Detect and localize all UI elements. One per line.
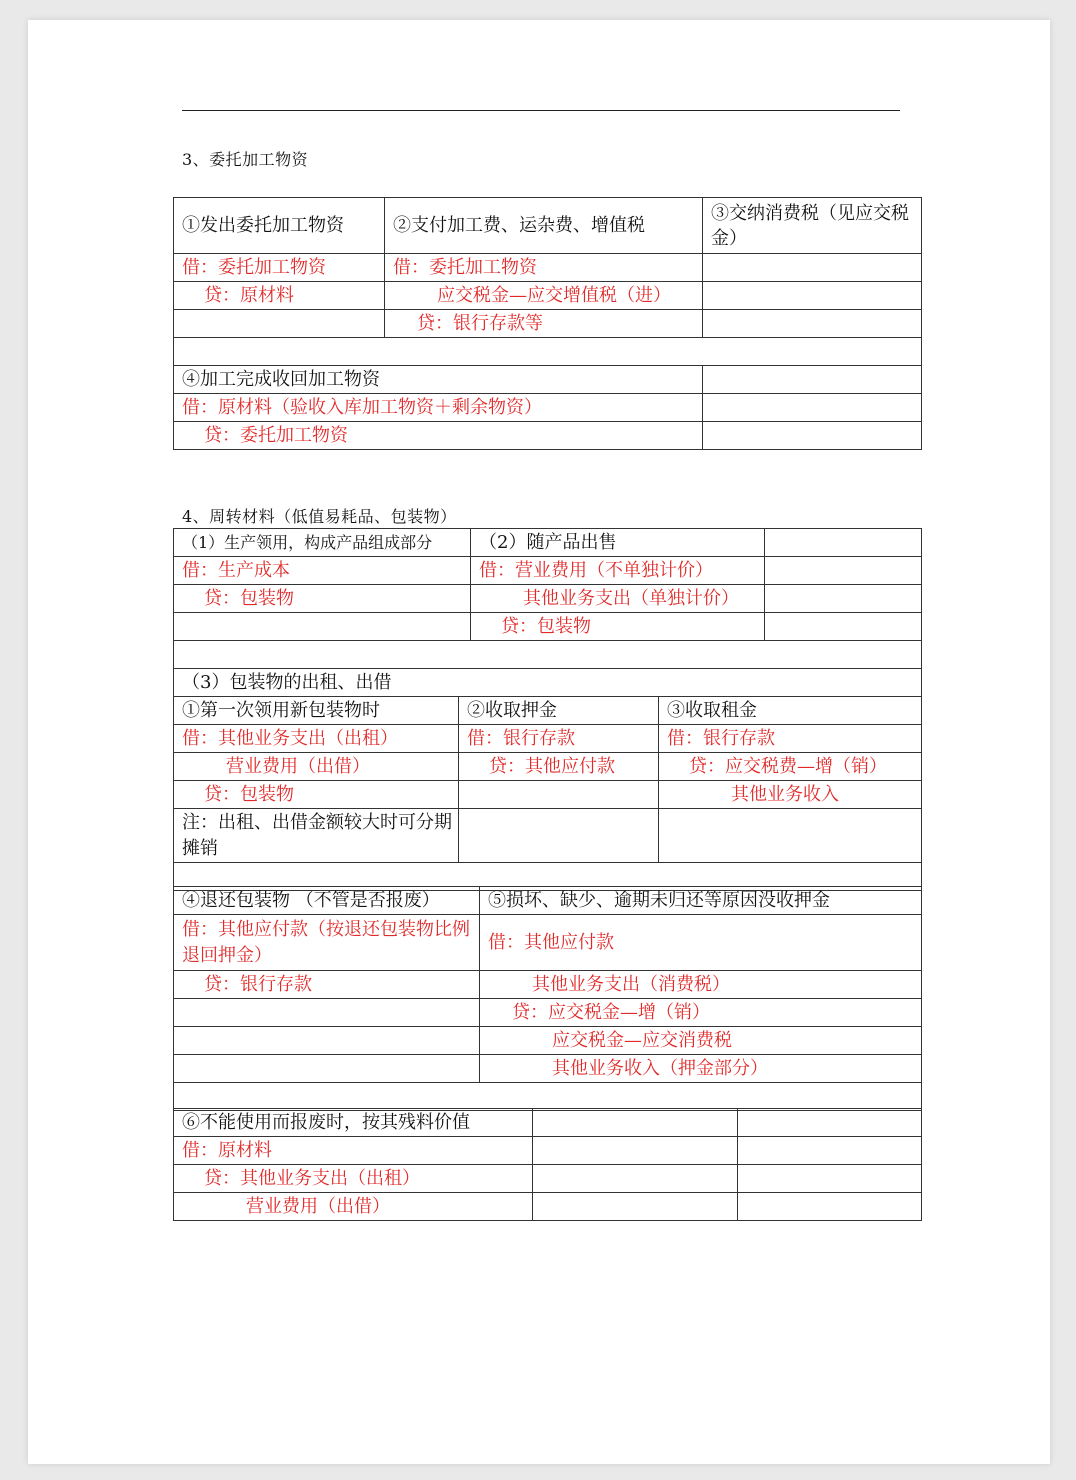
table-row (174, 1083, 922, 1111)
entry-debit: 借：原材料（验收入库加工物资＋剩余物资） (174, 394, 703, 422)
empty-cell (765, 557, 922, 585)
empty-cell (765, 529, 922, 557)
table-row (174, 198, 922, 254)
entry-debit: 借：营业费用（不单独计价） (471, 557, 765, 585)
empty-cell (174, 1083, 922, 1111)
table-row (174, 641, 922, 669)
entry-credit: 贷：应交税费—增（销） (659, 753, 922, 781)
col-header-forfeit: ⑤损坏、缺少、逾期未归还等原因没收押金 (480, 887, 922, 915)
table-turnover-materials-a (173, 528, 922, 697)
col-header-production: （1）生产领用，构成产品组成部分 (174, 529, 471, 557)
entry-debit: 应交税金—应交增值税（进） (385, 282, 703, 310)
entry-debit: 借：其他应付款 (480, 915, 922, 971)
note-amortization: 注：出租、出借金额较大时可分期摊销 (174, 809, 459, 863)
entry-debit: 借：生产成本 (174, 557, 471, 585)
entry-debit: 营业费用（出借） (174, 753, 459, 781)
empty-cell (533, 1109, 738, 1137)
table-row (174, 725, 922, 753)
entry-credit: 贷：应交税金—增（销） (480, 999, 922, 1027)
table-row (174, 366, 922, 394)
col-header-consumption-tax: ③交纳消费税（见应交税金） (703, 198, 922, 254)
table-row (174, 529, 922, 557)
table-row (174, 422, 922, 450)
table-row (174, 613, 922, 641)
empty-cell (174, 1027, 480, 1055)
empty-cell (533, 1165, 738, 1193)
table-row (174, 753, 922, 781)
empty-cell (738, 1193, 922, 1221)
empty-cell (459, 809, 659, 863)
empty-cell (703, 254, 922, 282)
entry-credit: 应交税金—应交消费税 (480, 1027, 922, 1055)
table-row (174, 282, 922, 310)
entry-credit: 贷：其他业务支出（出租） (174, 1165, 533, 1193)
header-rule (182, 110, 900, 111)
col-header-pay: ②支付加工费、运杂费、增值税 (385, 198, 703, 254)
col-header-first-use: ①第一次领用新包装物时 (174, 697, 459, 725)
table-row (174, 254, 922, 282)
empty-cell (703, 282, 922, 310)
entry-debit: 其他业务支出（消费税） (480, 971, 922, 999)
entry-debit: 借：委托加工物资 (385, 254, 703, 282)
table-row (174, 394, 922, 422)
table-row (174, 1055, 922, 1083)
col-header-sale: （2）随产品出售 (471, 529, 765, 557)
empty-cell (765, 613, 922, 641)
table-row (174, 585, 922, 613)
table-row (174, 557, 922, 585)
col-header-scrap: ⑥不能使用而报废时，按其残料价值 (174, 1109, 533, 1137)
empty-cell (174, 338, 922, 366)
table-row (174, 809, 922, 863)
table-row (174, 915, 922, 971)
entry-credit: 其他业务收入 (659, 781, 922, 809)
table-row (174, 338, 922, 366)
table-row (174, 1109, 922, 1137)
entry-debit: 其他业务支出（单独计价） (471, 585, 765, 613)
entry-credit: 贷：委托加工物资 (174, 422, 703, 450)
table-row (174, 310, 922, 338)
table-turnover-materials-d (173, 1108, 922, 1221)
entry-credit: 贷：包装物 (174, 781, 459, 809)
empty-cell (738, 1165, 922, 1193)
entry-credit: 贷：银行存款等 (385, 310, 703, 338)
entry-credit: 贷：原材料 (174, 282, 385, 310)
empty-cell (738, 1137, 922, 1165)
table-row (174, 1137, 922, 1165)
empty-cell (174, 999, 480, 1027)
table-row (174, 669, 922, 697)
col-header-issue: ①发出委托加工物资 (174, 198, 385, 254)
row-header-receive: ④加工完成收回加工物资 (174, 366, 703, 394)
empty-cell (738, 1109, 922, 1137)
table-row (174, 999, 922, 1027)
empty-cell (703, 310, 922, 338)
table-row (174, 1193, 922, 1221)
col-header-deposit: ②收取押金 (459, 697, 659, 725)
col-header-return: ④退还包装物 （不管是否报废） (174, 887, 480, 915)
table-row (174, 1165, 922, 1193)
entry-credit: 其他业务收入（押金部分） (480, 1055, 922, 1083)
empty-cell (765, 585, 922, 613)
empty-cell (459, 781, 659, 809)
entry-debit: 借：银行存款 (459, 725, 659, 753)
table-turnover-materials-c (173, 886, 922, 1111)
table-row (174, 781, 922, 809)
row-header-rent-lend: （3）包装物的出租、出借 (174, 669, 922, 697)
empty-cell (174, 613, 471, 641)
entry-credit: 营业费用（出借） (174, 1193, 533, 1221)
empty-cell (533, 1137, 738, 1165)
empty-cell (703, 366, 922, 394)
col-header-rent: ③收取租金 (659, 697, 922, 725)
entry-credit: 贷：包装物 (174, 585, 471, 613)
empty-cell (174, 1055, 480, 1083)
table-consigned-processing (173, 197, 922, 450)
empty-cell (659, 809, 922, 863)
section-3-title: 3、委托加工物资 (182, 150, 309, 169)
section-4-title: 4、周转材料（低值易耗品、包装物） (182, 507, 457, 526)
entry-debit: 借：原材料 (174, 1137, 533, 1165)
empty-cell (174, 641, 922, 669)
empty-cell (174, 310, 385, 338)
entry-debit: 借：其他业务支出（出租） (174, 725, 459, 753)
empty-cell (533, 1193, 738, 1221)
table-row (174, 887, 922, 915)
table-row (174, 971, 922, 999)
table-row (174, 697, 922, 725)
entry-debit: 借：银行存款 (659, 725, 922, 753)
entry-debit: 借：其他应付款（按退还包装物比例退回押金） (174, 915, 480, 971)
empty-cell (703, 422, 922, 450)
entry-credit: 贷：包装物 (471, 613, 765, 641)
entry-credit: 贷：其他应付款 (459, 753, 659, 781)
empty-cell (703, 394, 922, 422)
table-row (174, 1027, 922, 1055)
entry-debit: 借：委托加工物资 (174, 254, 385, 282)
entry-credit: 贷：银行存款 (174, 971, 480, 999)
table-turnover-materials-b (173, 696, 922, 891)
